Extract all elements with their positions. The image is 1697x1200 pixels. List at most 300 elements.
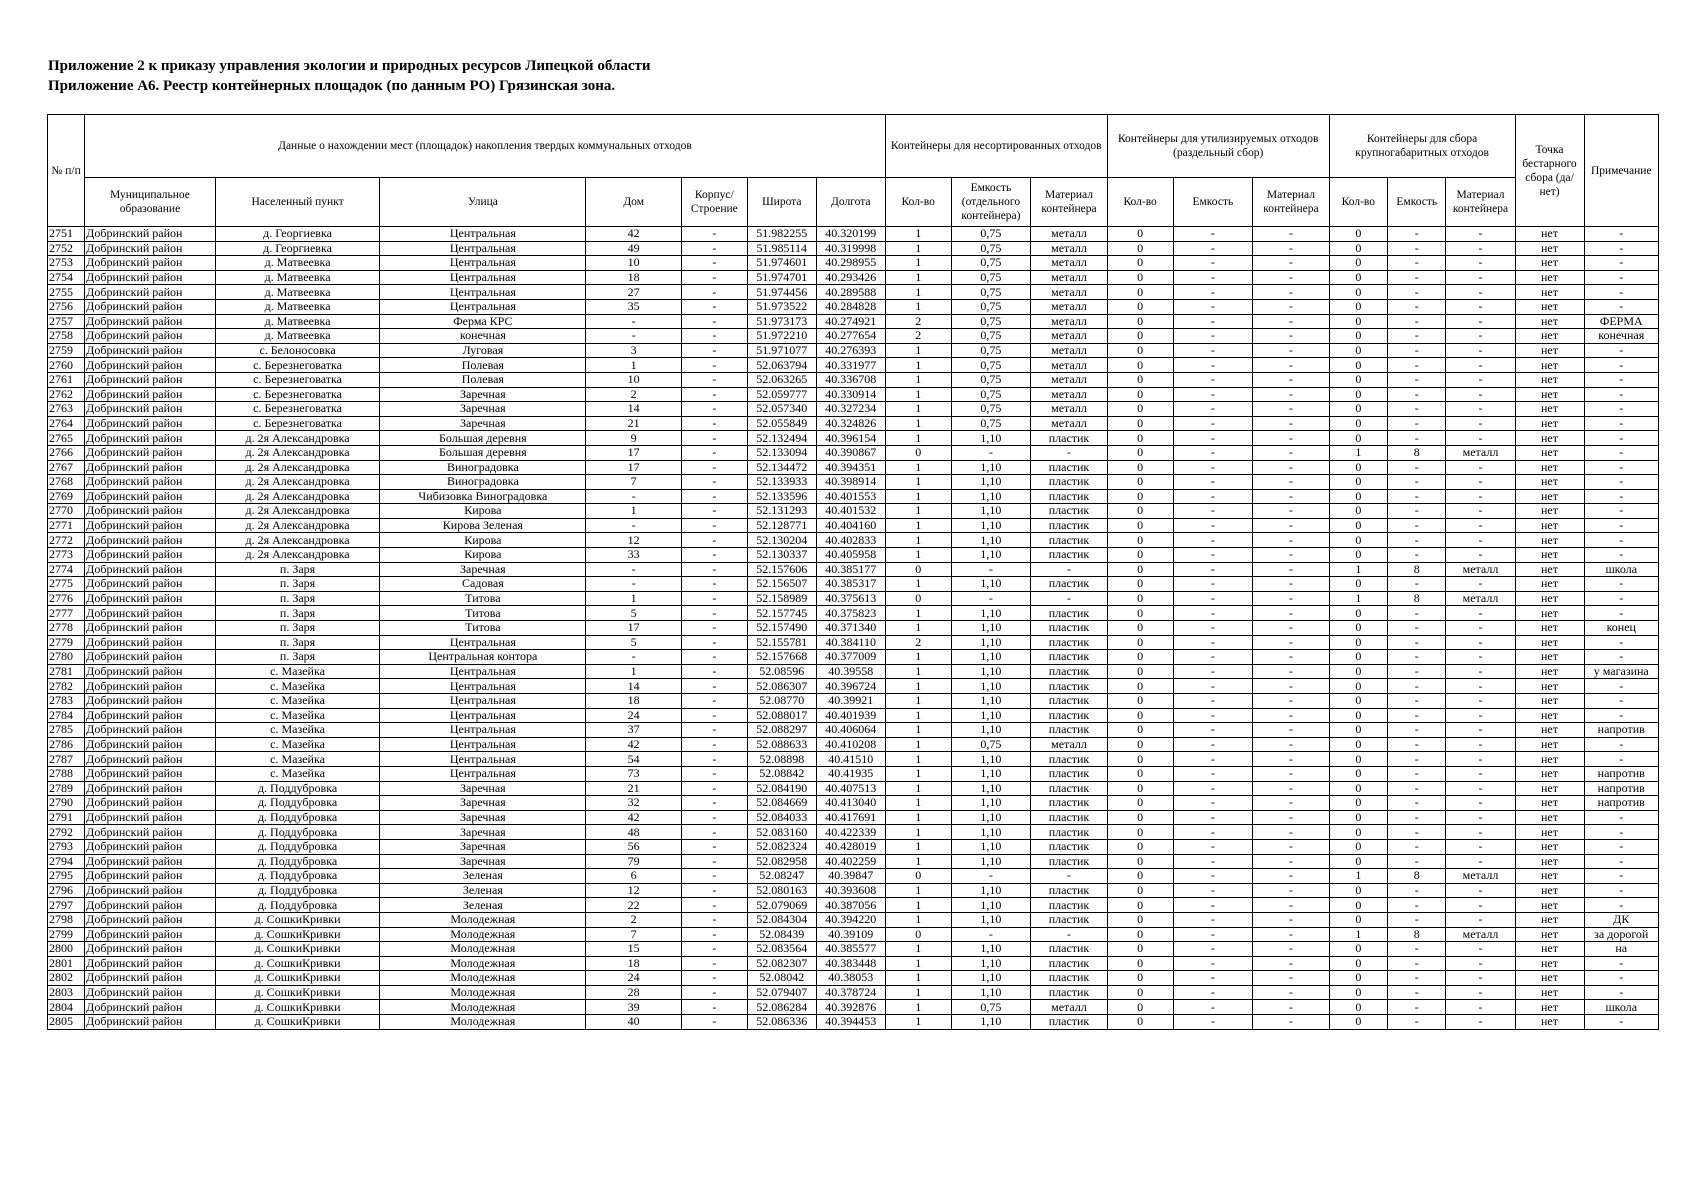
cell-bulky-material: - [1446,270,1515,285]
cell-bulky-count: 0 [1329,854,1387,869]
cell-latitude: 52.088633 [747,737,816,752]
cell-unsorted-count: 1 [885,694,951,709]
cell-note: конец [1584,621,1658,636]
cell-settlement: с. Березнеговатка [215,416,380,431]
cell-recycled-count: 0 [1107,227,1173,242]
cell-recycled-count: 0 [1107,942,1173,957]
cell-house: - [586,562,682,577]
cell-street: Центральная [380,679,586,694]
table-row [48,869,1659,884]
cell-unsorted-count: 1 [885,781,951,796]
cell-note: напротив [1584,796,1658,811]
cell-longitude: 40.401532 [816,504,885,519]
cell-house: 1 [586,591,682,606]
cell-bulky-capacity: - [1388,358,1446,373]
cell-note: - [1584,431,1658,446]
cell-num: 2801 [48,956,85,971]
cell-unsorted-material: металл [1031,402,1107,417]
cell-recycled-material: - [1253,270,1329,285]
cell-bulky-count: 0 [1329,314,1387,329]
cell-num: 2784 [48,708,85,723]
cell-settlement: п. Заря [215,606,380,621]
table-row [48,358,1659,373]
cell-latitude: 51.971077 [747,343,816,358]
cell-unsorted-material: металл [1031,241,1107,256]
cell-bulky-capacity: - [1388,883,1446,898]
cell-note: - [1584,504,1658,519]
cell-municipality: Добринский район [85,431,216,446]
cell-bulky-count: 0 [1329,664,1387,679]
cell-num: 2767 [48,460,85,475]
header-mun: Муниципальное образование [85,178,216,227]
cell-unsorted-material: пластик [1031,796,1107,811]
cell-latitude: 52.132494 [747,431,816,446]
cell-note: напротив [1584,781,1658,796]
cell-bulky-count: 1 [1329,562,1387,577]
cell-building: - [681,766,747,781]
cell-street: Центральная [380,752,586,767]
cell-latitude: 52.057340 [747,402,816,417]
cell-unsorted-count: 1 [885,285,951,300]
cell-note: - [1584,650,1658,665]
cell-house: - [586,314,682,329]
cell-bulky-material: - [1446,781,1515,796]
cell-collection-point: нет [1515,445,1584,460]
cell-unsorted-capacity: - [951,927,1031,942]
cell-unsorted-count: 1 [885,854,951,869]
cell-recycled-capacity: - [1173,854,1253,869]
cell-num: 2805 [48,1015,85,1030]
cell-unsorted-capacity: 0,75 [951,737,1031,752]
cell-settlement: п. Заря [215,562,380,577]
cell-longitude: 40.276393 [816,343,885,358]
cell-num: 2789 [48,781,85,796]
cell-longitude: 40.385177 [816,562,885,577]
table-row [48,533,1659,548]
cell-unsorted-capacity: 1,10 [951,635,1031,650]
table-row [48,416,1659,431]
cell-building: - [681,445,747,460]
cell-bulky-count: 0 [1329,489,1387,504]
cell-num: 2782 [48,679,85,694]
cell-longitude: 40.41510 [816,752,885,767]
cell-building: - [681,854,747,869]
cell-house: 22 [586,898,682,913]
cell-longitude: 40.406064 [816,723,885,738]
cell-municipality: Добринский район [85,883,216,898]
cell-note: - [1584,869,1658,884]
cell-num: 2781 [48,664,85,679]
cell-recycled-capacity: - [1173,869,1253,884]
cell-house: 15 [586,942,682,957]
cell-recycled-count: 0 [1107,1000,1173,1015]
cell-latitude: 52.130337 [747,548,816,563]
cell-num: 2802 [48,971,85,986]
cell-note: - [1584,898,1658,913]
cell-unsorted-material: пластик [1031,839,1107,854]
cell-bulky-material: - [1446,796,1515,811]
cell-unsorted-count: 1 [885,942,951,957]
cell-house: 37 [586,723,682,738]
cell-street: Заречная [380,796,586,811]
cell-bulky-capacity: - [1388,314,1446,329]
cell-note: - [1584,883,1658,898]
cell-street: Центральная [380,285,586,300]
cell-unsorted-material: пластик [1031,489,1107,504]
cell-settlement: д. 2я Александровка [215,431,380,446]
cell-bulky-material: - [1446,1015,1515,1030]
cell-bulky-capacity: - [1388,256,1446,271]
header-recycled-capacity: Емкость [1173,178,1253,227]
cell-num: 2777 [48,606,85,621]
header-lat: Широта [747,178,816,227]
cell-collection-point: нет [1515,766,1584,781]
cell-unsorted-material: - [1031,591,1107,606]
cell-note: школа [1584,562,1658,577]
cell-settlement: д. СошкиКривки [215,1015,380,1030]
cell-bulky-capacity: - [1388,577,1446,592]
cell-unsorted-material: металл [1031,737,1107,752]
cell-bulky-material: - [1446,650,1515,665]
cell-bulky-count: 0 [1329,256,1387,271]
cell-bulky-capacity: 8 [1388,445,1446,460]
cell-bulky-count: 0 [1329,737,1387,752]
cell-building: - [681,781,747,796]
cell-collection-point: нет [1515,475,1584,490]
cell-house: 24 [586,971,682,986]
cell-unsorted-capacity: 0,75 [951,329,1031,344]
cell-municipality: Добринский район [85,591,216,606]
cell-bulky-material: - [1446,416,1515,431]
cell-recycled-material: - [1253,1000,1329,1015]
cell-municipality: Добринский район [85,679,216,694]
cell-municipality: Добринский район [85,489,216,504]
cell-note: - [1584,810,1658,825]
cell-house: 18 [586,694,682,709]
cell-municipality: Добринский район [85,241,216,256]
cell-latitude: 52.079069 [747,898,816,913]
cell-num: 2778 [48,621,85,636]
cell-street: Кирова [380,548,586,563]
cell-building: - [681,548,747,563]
cell-num: 2772 [48,533,85,548]
cell-unsorted-count: 0 [885,869,951,884]
cell-street: Кирова [380,533,586,548]
cell-bulky-count: 0 [1329,241,1387,256]
cell-bulky-capacity: - [1388,825,1446,840]
cell-recycled-capacity: - [1173,241,1253,256]
cell-unsorted-capacity: 1,10 [951,723,1031,738]
cell-recycled-capacity: - [1173,504,1253,519]
cell-building: - [681,664,747,679]
cell-municipality: Добринский район [85,810,216,825]
cell-building: - [681,504,747,519]
cell-street: Молодежная [380,927,586,942]
cell-bulky-material: - [1446,372,1515,387]
cell-collection-point: нет [1515,1000,1584,1015]
cell-unsorted-count: 1 [885,533,951,548]
cell-recycled-count: 0 [1107,299,1173,314]
cell-settlement: д. СошкиКривки [215,971,380,986]
cell-settlement: д. Матвеевка [215,285,380,300]
cell-latitude: 52.08596 [747,664,816,679]
cell-recycled-material: - [1253,912,1329,927]
cell-collection-point: нет [1515,314,1584,329]
cell-longitude: 40.320199 [816,227,885,242]
cell-longitude: 40.401939 [816,708,885,723]
cell-bulky-count: 0 [1329,343,1387,358]
cell-longitude: 40.394351 [816,460,885,475]
table-row [48,577,1659,592]
cell-note: - [1584,372,1658,387]
cell-note: - [1584,358,1658,373]
header-recycled-material: Материал контейнера [1253,178,1329,227]
cell-unsorted-count: 1 [885,518,951,533]
cell-collection-point: нет [1515,781,1584,796]
cell-collection-point: нет [1515,810,1584,825]
cell-collection-point: нет [1515,898,1584,913]
cell-collection-point: нет [1515,562,1584,577]
cell-bulky-count: 0 [1329,898,1387,913]
cell-building: - [681,985,747,1000]
cell-unsorted-count: 1 [885,606,951,621]
cell-recycled-count: 0 [1107,606,1173,621]
cell-recycled-count: 0 [1107,402,1173,417]
cell-recycled-count: 0 [1107,839,1173,854]
cell-settlement: с. Березнеговатка [215,402,380,417]
cell-bulky-material: - [1446,912,1515,927]
cell-house: - [586,650,682,665]
table-row [48,270,1659,285]
cell-longitude: 40.377009 [816,650,885,665]
cell-collection-point: нет [1515,518,1584,533]
cell-bulky-capacity: - [1388,533,1446,548]
cell-num: 2791 [48,810,85,825]
cell-recycled-count: 0 [1107,971,1173,986]
cell-building: - [681,416,747,431]
cell-unsorted-count: 1 [885,1015,951,1030]
cell-municipality: Добринский район [85,912,216,927]
cell-recycled-count: 0 [1107,591,1173,606]
cell-num: 2793 [48,839,85,854]
cell-num: 2768 [48,475,85,490]
cell-collection-point: нет [1515,825,1584,840]
cell-longitude: 40.39558 [816,664,885,679]
cell-unsorted-count: 1 [885,372,951,387]
cell-recycled-capacity: - [1173,489,1253,504]
cell-recycled-material: - [1253,927,1329,942]
table-row [48,956,1659,971]
cell-latitude: 52.055849 [747,416,816,431]
cell-collection-point: нет [1515,606,1584,621]
cell-settlement: с. Мазейка [215,766,380,781]
cell-bulky-capacity: - [1388,621,1446,636]
cell-building: - [681,898,747,913]
cell-unsorted-capacity: 0,75 [951,1000,1031,1015]
cell-latitude: 52.134472 [747,460,816,475]
cell-collection-point: нет [1515,621,1584,636]
cell-longitude: 40.422339 [816,825,885,840]
cell-unsorted-count: 1 [885,270,951,285]
cell-unsorted-material: металл [1031,358,1107,373]
cell-recycled-capacity: - [1173,635,1253,650]
cell-bulky-count: 0 [1329,372,1387,387]
cell-recycled-count: 0 [1107,358,1173,373]
cell-municipality: Добринский район [85,460,216,475]
cell-collection-point: нет [1515,343,1584,358]
cell-recycled-count: 0 [1107,679,1173,694]
header-street: Улица [380,178,586,227]
cell-recycled-capacity: - [1173,825,1253,840]
cell-street: Заречная [380,854,586,869]
cell-collection-point: нет [1515,956,1584,971]
cell-street: Садовая [380,577,586,592]
cell-note: у магазина [1584,664,1658,679]
cell-house: 14 [586,679,682,694]
cell-recycled-count: 0 [1107,387,1173,402]
cell-longitude: 40.39109 [816,927,885,942]
cell-recycled-capacity: - [1173,839,1253,854]
cell-recycled-capacity: - [1173,898,1253,913]
cell-unsorted-material: пластик [1031,1015,1107,1030]
cell-house: 21 [586,416,682,431]
cell-collection-point: нет [1515,577,1584,592]
cell-municipality: Добринский район [85,577,216,592]
cell-building: - [681,621,747,636]
cell-bulky-material: - [1446,314,1515,329]
cell-latitude: 52.088017 [747,708,816,723]
table-row [48,694,1659,709]
cell-bulky-count: 1 [1329,445,1387,460]
cell-unsorted-material: пластик [1031,898,1107,913]
cell-note: - [1584,270,1658,285]
header-bulky-material: Материал контейнера [1446,178,1515,227]
cell-unsorted-count: 1 [885,299,951,314]
cell-num: 2754 [48,270,85,285]
table-row [48,796,1659,811]
cell-note: - [1584,285,1658,300]
cell-house: 35 [586,299,682,314]
cell-settlement: п. Заря [215,650,380,665]
cell-unsorted-capacity: 1,10 [951,518,1031,533]
cell-bulky-capacity: 8 [1388,927,1446,942]
cell-longitude: 40.324826 [816,416,885,431]
cell-unsorted-capacity: 0,75 [951,372,1031,387]
cell-street: Центральная контора [380,650,586,665]
cell-bulky-capacity: - [1388,708,1446,723]
cell-num: 2776 [48,591,85,606]
cell-recycled-material: - [1253,475,1329,490]
cell-recycled-capacity: - [1173,227,1253,242]
cell-municipality: Добринский район [85,1000,216,1015]
cell-unsorted-material: пластик [1031,606,1107,621]
cell-settlement: с. Березнеговатка [215,387,380,402]
cell-recycled-capacity: - [1173,431,1253,446]
cell-bulky-material: - [1446,621,1515,636]
cell-house: 5 [586,635,682,650]
cell-recycled-count: 0 [1107,723,1173,738]
cell-street: Центральная [380,694,586,709]
cell-unsorted-material: металл [1031,329,1107,344]
cell-unsorted-capacity: 1,10 [951,766,1031,781]
cell-bulky-material: - [1446,577,1515,592]
cell-recycled-count: 0 [1107,562,1173,577]
cell-recycled-capacity: - [1173,329,1253,344]
cell-collection-point: нет [1515,650,1584,665]
cell-latitude: 52.133933 [747,475,816,490]
cell-bulky-count: 0 [1329,781,1387,796]
cell-num: 2773 [48,548,85,563]
cell-bulky-count: 0 [1329,475,1387,490]
table-row [48,942,1659,957]
cell-unsorted-count: 1 [885,241,951,256]
cell-longitude: 40.375613 [816,591,885,606]
cell-unsorted-count: 1 [885,577,951,592]
cell-recycled-capacity: - [1173,606,1253,621]
cell-bulky-count: 0 [1329,285,1387,300]
cell-num: 2798 [48,912,85,927]
cell-unsorted-capacity: 1,10 [951,475,1031,490]
cell-municipality: Добринский район [85,416,216,431]
cell-latitude: 51.974701 [747,270,816,285]
cell-bulky-count: 0 [1329,548,1387,563]
cell-unsorted-count: 1 [885,898,951,913]
cell-unsorted-capacity: 0,75 [951,343,1031,358]
cell-bulky-capacity: - [1388,329,1446,344]
cell-settlement: п. Заря [215,635,380,650]
cell-settlement: д. Поддубровка [215,796,380,811]
cell-longitude: 40.330914 [816,387,885,402]
cell-bulky-count: 0 [1329,431,1387,446]
cell-unsorted-count: 1 [885,956,951,971]
cell-unsorted-count: 1 [885,985,951,1000]
cell-note: за дорогой [1584,927,1658,942]
cell-bulky-material: - [1446,723,1515,738]
cell-bulky-count: 0 [1329,606,1387,621]
cell-unsorted-material: пластик [1031,475,1107,490]
cell-unsorted-material: пластик [1031,577,1107,592]
cell-num: 2786 [48,737,85,752]
cell-recycled-material: - [1253,358,1329,373]
cell-building: - [681,314,747,329]
cell-settlement: с. Мазейка [215,664,380,679]
cell-recycled-capacity: - [1173,548,1253,563]
cell-bulky-count: 0 [1329,752,1387,767]
cell-recycled-material: - [1253,752,1329,767]
cell-building: - [681,694,747,709]
cell-collection-point: нет [1515,416,1584,431]
cell-collection-point: нет [1515,329,1584,344]
cell-collection-point: нет [1515,387,1584,402]
table-row [48,635,1659,650]
cell-unsorted-capacity: 1,10 [951,548,1031,563]
table-row [48,227,1659,242]
cell-latitude: 52.084669 [747,796,816,811]
cell-street: Чибизовка Виноградовка [380,489,586,504]
cell-street: Заречная [380,387,586,402]
cell-street: Полевая [380,372,586,387]
cell-longitude: 40.396724 [816,679,885,694]
table-row [48,329,1659,344]
cell-house: 49 [586,241,682,256]
cell-recycled-count: 0 [1107,869,1173,884]
cell-settlement: д. 2я Александровка [215,548,380,563]
cell-municipality: Добринский район [85,825,216,840]
table-row [48,343,1659,358]
cell-recycled-material: - [1253,314,1329,329]
cell-building: - [681,796,747,811]
cell-recycled-capacity: - [1173,577,1253,592]
